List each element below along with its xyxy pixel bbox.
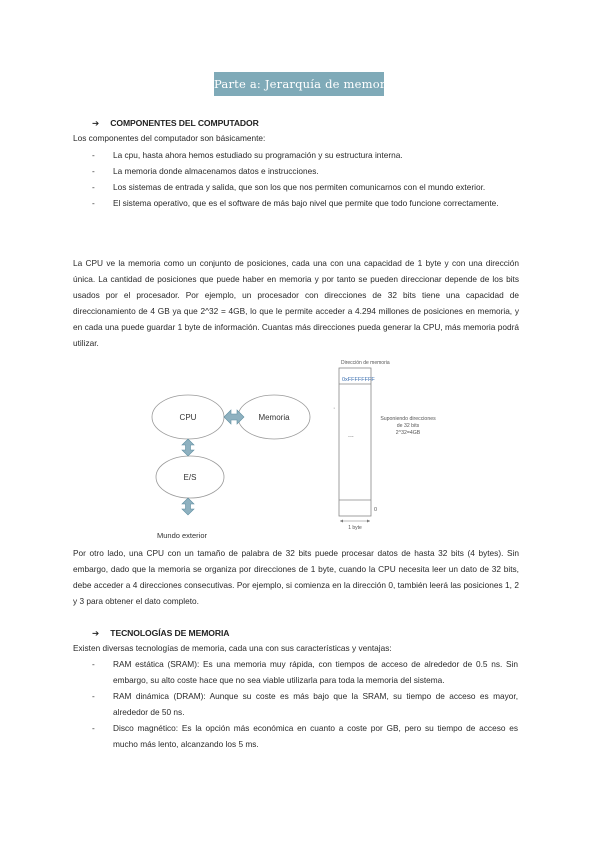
- byte-right-arrow-icon: [367, 520, 370, 523]
- dash-bullet: -: [92, 198, 95, 208]
- es-mundo-arrow-icon: [182, 498, 194, 515]
- mem-header-label: Dirección de memoria: [341, 360, 390, 366]
- dash-bullet: -: [92, 182, 95, 192]
- memory-column: [339, 368, 371, 516]
- arrow-icon: ➔: [92, 628, 100, 638]
- desc-line-3: 2^32=4GB: [395, 430, 421, 436]
- dash-bullet: -: [92, 691, 95, 701]
- desc-line-2: de 32 bits: [396, 423, 420, 429]
- paragraph-palabra-32bits: Por otro lado, una CPU con un tamaño de palabra de 32 bits puede procesar datos de hasta 32 bits (4 bytes). Sin embargo, dado que la memoria se organiza por direcciones de 1 byte, cuando la CPU necesita leer un dato de 32 bits, debe acceder a 4 direcciones consecutivas. Por ejemplo, si comienza en la dirección 0, también leerá las posiciones 1, 2 y 3 para obtener el dato completo.: [73, 548, 519, 606]
- section-heading-text: TECNOLOGÍAS DE MEMORIA: [110, 628, 230, 638]
- byte-label: 1 byte: [348, 525, 362, 531]
- section-intro: Los componentes del computador son básicamente:: [73, 133, 266, 143]
- dash-bullet: -: [92, 150, 95, 160]
- desc-line-1: Suponiendo direcciones: [380, 416, 436, 422]
- top-address-label: 0xFFFFFFFF: [342, 377, 375, 383]
- section-intro: Existen diversas tecnologías de memoria, cada una con sus características y ventajas:: [73, 643, 392, 653]
- list-item: - RAM estática (SRAM): Es una memoria muy rápida, con tiempos de acceso de alrededor de 0.5 ns. Sin embargo, su alto coste hace que no sea viable utilizarla para toda la memoria del sistema.: [92, 656, 518, 688]
- es-label: E/S: [183, 473, 197, 482]
- technology-list: [92, 656, 518, 752]
- section-heading-componentes: [92, 118, 259, 129]
- list-item: - Los sistemas de entrada y salida, que son los que nos permiten comunicarnos con el mundo exterior.: [92, 179, 518, 195]
- dash-bullet: -: [92, 166, 95, 176]
- section-heading-tecnologias: [92, 628, 229, 639]
- zero-address-label: 0: [374, 507, 378, 513]
- dash-bullet: -: [92, 723, 95, 733]
- memory-diagram: [150, 355, 480, 540]
- section-heading-text: COMPONENTES DEL COMPUTADOR: [110, 118, 259, 128]
- byte-left-arrow-icon: [340, 520, 343, 523]
- memory-diagram-svg: [150, 355, 480, 540]
- page-title: Parte a: Jerarquía de memoria: [214, 72, 384, 96]
- component-list: [92, 147, 518, 211]
- cpu-memoria-arrow-icon: [224, 410, 244, 424]
- cpu-label: CPU: [179, 413, 197, 422]
- dash-bullet: -: [92, 659, 95, 669]
- list-item: - La memoria donde almacenamos datos e instrucciones.: [92, 163, 518, 179]
- memoria-label: Memoria: [258, 413, 290, 422]
- paragraph-memoria-cpu: La CPU ve la memoria como un conjunto de posiciones, cada una con una capacidad de 1 byte y con una dirección única. La cantidad de posiciones que puede haber en memoria y por tanto se pueden direccionar depende de los bits usados por el procesador. Por ejemplo, un procesador con direcciones de 32 bits tiene una capacidad de direccionamiento de 4 GB ya que 2^32 = 4GB, lo que le permite acceder a 4.294 millones de posiciones en memoria, y en cada una puede guardar 1 byte de información. Cuantas más direcciones pueda generar la CPU, más memoria podrá utilizar.: [73, 258, 519, 348]
- ellipsis-label: ...: [348, 432, 354, 439]
- list-item: - Disco magnético: Es la opción más económica en cuanto a coste por GB, pero su tiempo de acceso es mucho más lento, alcanzando los 5 ms.: [92, 720, 518, 752]
- side-dot: ·: [333, 405, 336, 412]
- cpu-es-arrow-icon: [182, 439, 194, 456]
- list-item: - RAM dinámica (DRAM): Aunque su coste es más bajo que la SRAM, su tiempo de acceso es mayor, alrededor de 50 ns.: [92, 688, 518, 720]
- list-item: - La cpu, hasta ahora hemos estudiado su programación y su estructura interna.: [92, 147, 518, 163]
- list-item: - El sistema operativo, que es el software de más bajo nivel que permite que todo funcione correctamente.: [92, 195, 518, 211]
- arrow-icon: ➔: [92, 118, 100, 128]
- mundo-exterior-label: Mundo exterior: [156, 531, 208, 540]
